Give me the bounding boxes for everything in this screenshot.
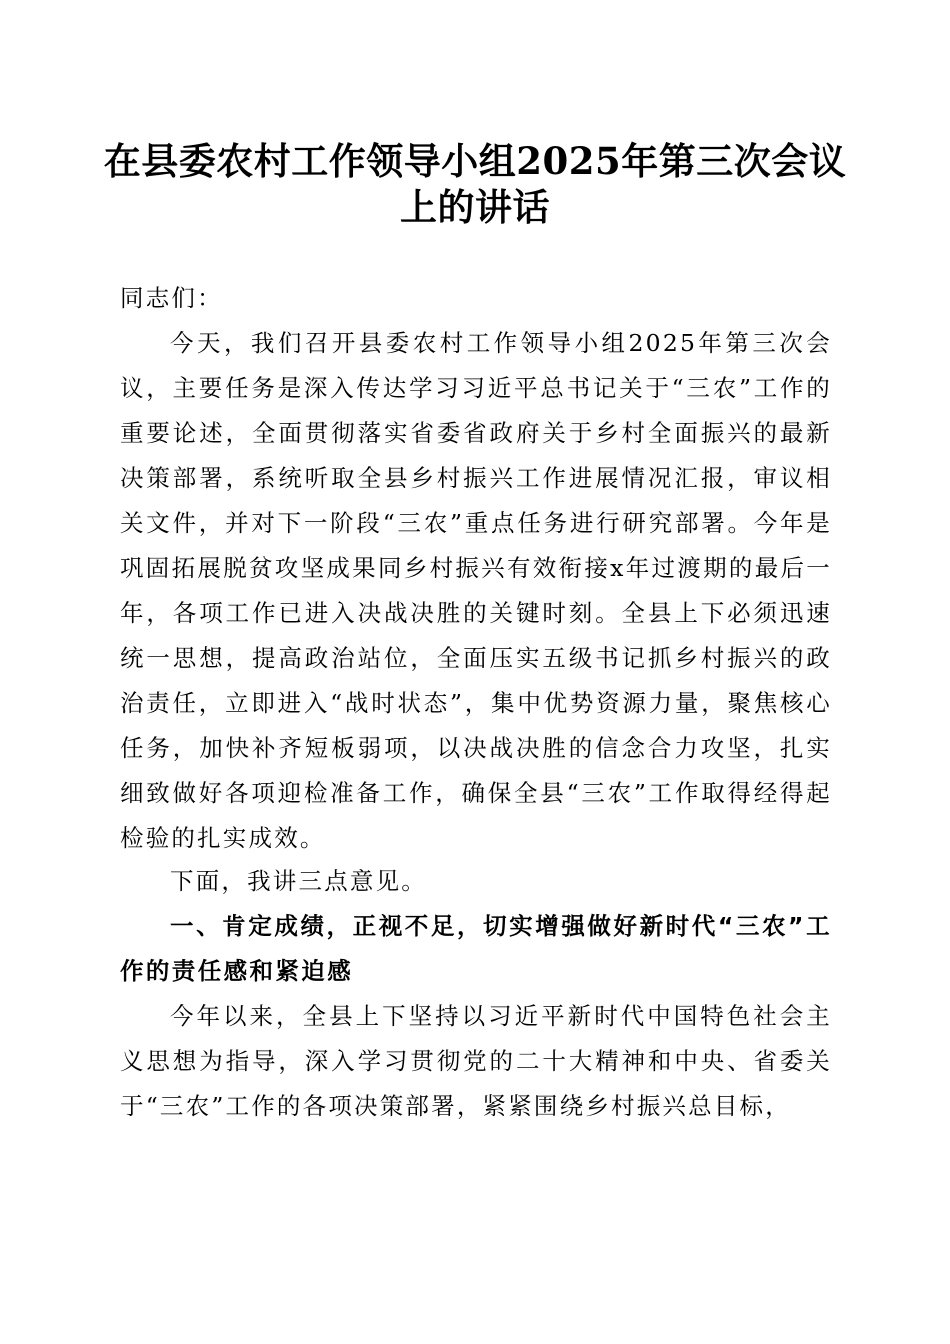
document-title-line-1: 在县委农村工作领导小组2025年第三次会议 (103, 139, 847, 183)
salutation: 同志们： (120, 284, 223, 312)
section-one-paragraph: 今年以来，全县上下坚持以习近平新时代中国特色社会主义思想为指导，深入学习贯彻党的二十大精神和中央、省委关于“三农”工作的各项决策部署，紧紧围绕乡村振兴总目标， (120, 1002, 832, 1120)
document-title-line-2: 上的讲话 (400, 185, 550, 229)
section-heading-one: 一、肯定成绩，正视不足，切实增强做好新时代“三农”工作的责任感和紧迫感 (120, 912, 832, 985)
intro-paragraph: 今天，我们召开县委农村工作领导小组2025年第三次会议，主要任务是深入传达学习习近平总书记关于“三农”工作的重要论述，全面贯彻落实省委省政府关于乡村全面振兴的最新决策部署，系统听取全县乡村振兴工作进展情况汇报，审议相关文件，并对下一阶段“三农”重点任务进行研究部署。今年是巩固拓展脱贫攻坚成果同乡村振兴有效衔接x年过渡期的最后一年，各项工作已进入决战决胜的关键时刻。全县上下必须迅速统一思想，提高政治站位，全面压实五级书记抓乡村振兴的政治责任，立即进入“战时状态”，集中优势资源力量，聚焦核心任务，加快补齐短板弱项，以决战决胜的信念合力攻坚，扎实细致做好各项迎检准备工作，确保全县“三农”工作取得经得起检验的扎实成效。 (120, 329, 832, 852)
transition-paragraph: 下面，我讲三点意见。 (170, 867, 427, 895)
